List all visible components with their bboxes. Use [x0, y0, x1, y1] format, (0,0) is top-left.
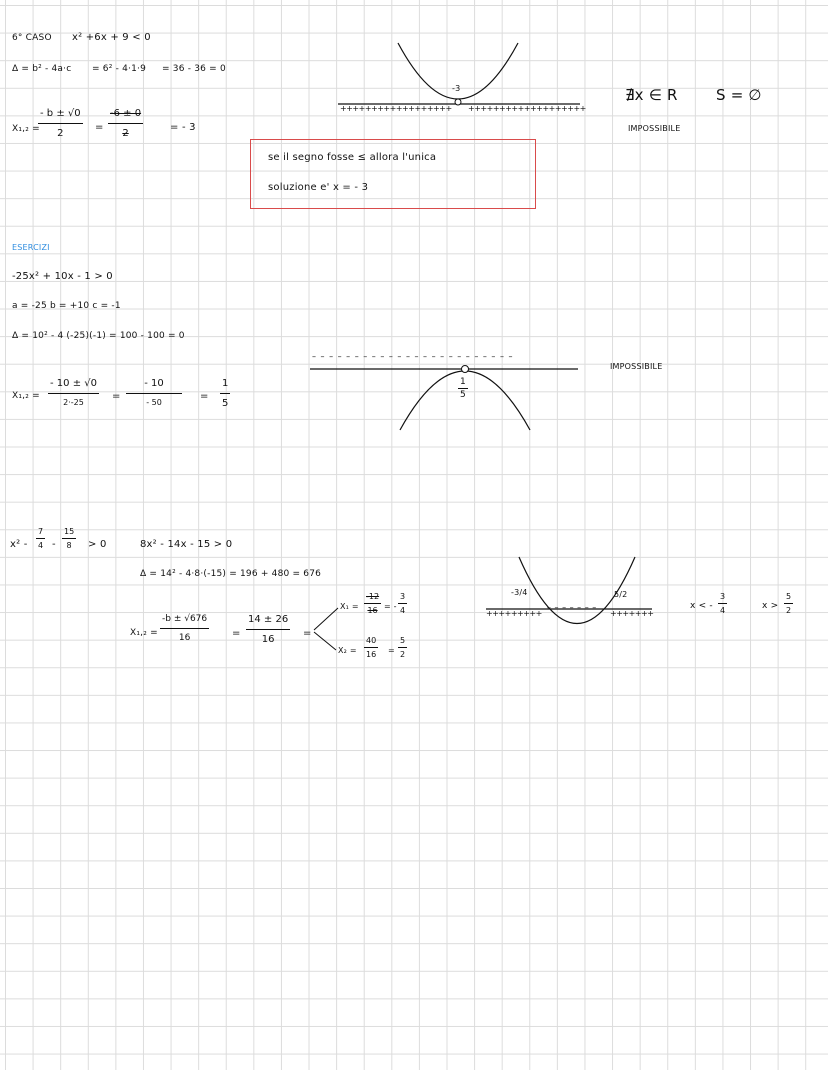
fraction-x1	[364, 592, 381, 615]
fraction-denominator: 16	[261, 634, 275, 645]
inequality-2: -25x² + 10x - 1 > 0	[12, 271, 113, 282]
fraction-numerator: -12	[366, 592, 380, 601]
root-label-right: 5/2	[614, 590, 628, 599]
impossible-label-1: IMPOSSIBILE	[628, 124, 681, 133]
equals-sign: =	[232, 628, 241, 639]
delta-result-1: = 36 - 36 = 0	[162, 64, 226, 74]
fraction-2c	[220, 378, 230, 409]
fraction-numerator: - 10 ± √0	[50, 378, 97, 389]
equals-sign: =	[112, 391, 121, 402]
delta-formula-1: Δ = b² - 4a·c	[12, 64, 72, 74]
note-line-2: soluzione e' x = - 3	[268, 182, 369, 193]
equals-sign: =	[303, 628, 312, 639]
fraction-numerator: 40	[366, 636, 377, 645]
impossible-label-2: IMPOSSIBILE	[610, 362, 663, 371]
fraction-numerator: 3	[720, 592, 726, 601]
result-1: = - 3	[170, 122, 196, 133]
plus-signs-right-3: +++++++	[610, 609, 654, 618]
root-label-left: -3/4	[511, 588, 528, 597]
fraction-denominator: 2	[122, 128, 129, 139]
fraction-7-4	[36, 527, 45, 550]
coefficients-2: a = -25 b = +10 c = -1	[12, 301, 121, 311]
x1-label: X₁ =	[340, 602, 359, 611]
fraction-numerator: 1	[222, 378, 229, 389]
delta-3: Δ = 14² - 4·8·(-15) = 196 + 480 = 676	[140, 569, 322, 579]
fraction-denominator: 2	[57, 128, 64, 139]
fraction-numerator: 5	[400, 636, 406, 645]
fraction-x2-result	[398, 636, 407, 659]
fraction-denominator: - 50	[146, 398, 162, 407]
delta-calc-1: = 6² - 4·1·9	[92, 64, 147, 74]
solution-1-fraction	[718, 592, 727, 615]
no-real-solution: ∄x ∈ R	[625, 86, 678, 104]
fraction-denominator: 5	[460, 390, 466, 400]
minus-signs-3: – – – – – – –	[547, 603, 597, 612]
fraction-numerator: 15	[64, 527, 75, 536]
equals-sign: =	[95, 122, 104, 133]
x12-label-3: X₁,₂ =	[130, 628, 158, 638]
fraction-1a	[38, 108, 83, 139]
plus-signs-left: ++++++++++++++++++	[340, 104, 452, 113]
fraction-numerator: -6 ± 0	[110, 108, 142, 119]
vertex-label-1: -3	[452, 84, 461, 93]
fraction-denominator: 2	[786, 606, 792, 615]
vertex-label-2	[458, 377, 468, 400]
fraction-numerator: - b ± √0	[40, 108, 81, 119]
delta-2: Δ = 10² - 4 (-25)(-1) = 100 - 100 = 0	[12, 331, 185, 341]
x2-equals: =	[388, 646, 395, 655]
fraction-denominator: 5	[222, 398, 229, 409]
fraction-denominator: 2	[400, 650, 406, 659]
fraction-denominator: 2·-25	[63, 398, 84, 407]
fraction-3a	[160, 614, 209, 643]
plus-signs-left-3: +++++++++	[486, 609, 542, 618]
exercises-header: ESERCIZI	[12, 243, 50, 252]
x12-label-2: X₁,₂ =	[12, 391, 40, 401]
fraction-2b	[126, 378, 182, 407]
fraction-denominator: 16	[367, 606, 378, 615]
inequality-1: x² +6x + 9 < 0	[72, 32, 151, 43]
plus-signs-right: +++++++++++++++++++	[468, 104, 586, 113]
fraction-numerator: 1	[460, 377, 466, 387]
fraction-2a	[48, 378, 99, 407]
fraction-denominator: 4	[400, 606, 406, 615]
solution-2-fraction	[784, 592, 793, 615]
fraction-numerator: 5	[786, 592, 792, 601]
fraction-denominator: 16	[178, 633, 191, 643]
fraction-denominator: 4	[38, 541, 44, 550]
solution-2-prefix: x >	[762, 601, 779, 611]
fraction-numerator: - 10	[144, 378, 164, 389]
minus-sign: -	[52, 539, 56, 550]
fraction-denominator: 16	[366, 650, 377, 659]
fraction-denominator: 8	[66, 541, 72, 550]
fraction-x2	[364, 636, 378, 659]
fraction-x1-result	[398, 592, 407, 615]
fraction-1b	[108, 108, 143, 139]
fraction-15-8	[62, 527, 76, 550]
inequality-3a-start: x² -	[10, 539, 28, 550]
fraction-numerator: 7	[38, 527, 44, 536]
minus-signs: – – – – – – – – – – – – – – – – – – – – – – – –	[312, 352, 514, 361]
empty-solution-set: S = ∅	[716, 86, 762, 104]
case-title: 6° CASO	[12, 33, 52, 43]
fraction-3b	[246, 614, 290, 645]
note-box	[250, 139, 536, 209]
fraction-numerator: 14 ± 26	[248, 614, 289, 625]
solution-1-prefix: x < -	[690, 601, 713, 611]
x1-equals: = -	[384, 602, 397, 611]
note-line-1: se il segno fosse ≤ allora l'unica	[268, 152, 437, 163]
fraction-numerator: 3	[400, 592, 406, 601]
equals-sign: =	[200, 391, 209, 402]
fraction-denominator: 4	[720, 606, 726, 615]
greater-than-zero: > 0	[88, 539, 107, 550]
x12-label-1: X₁,₂ =	[12, 124, 40, 134]
x2-label: X₂ =	[338, 646, 357, 655]
fraction-numerator: -b ± √676	[162, 614, 208, 624]
inequality-3b: 8x² - 14x - 15 > 0	[140, 539, 233, 550]
